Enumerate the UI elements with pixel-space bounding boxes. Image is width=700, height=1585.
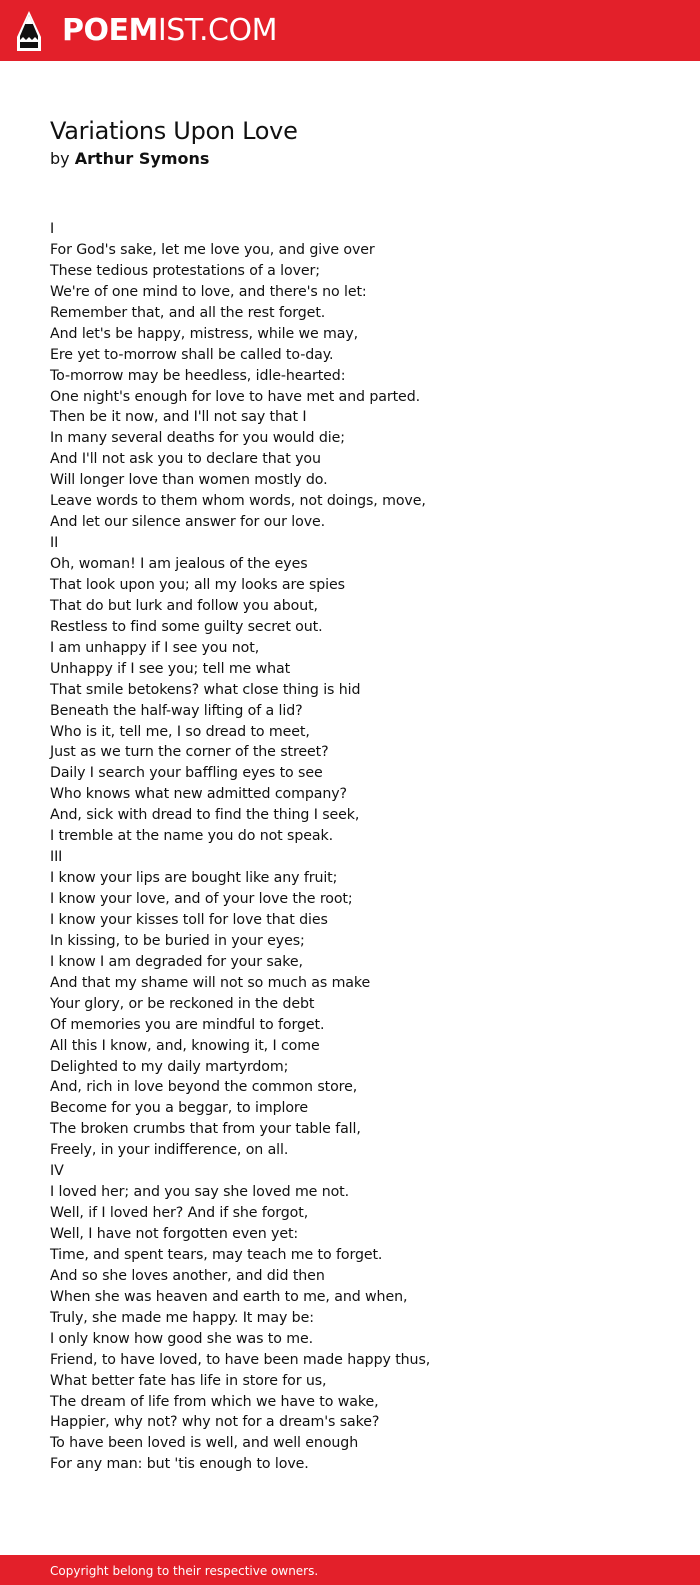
poem-line: Will longer love than women mostly do.: [50, 472, 328, 489]
site-footer: [0, 1555, 700, 1585]
poem-line: The dream of life from which we have to wake,: [50, 1393, 379, 1410]
poem-line: That smile betokens? what close thing is hid: [50, 681, 361, 698]
poem-line: Freely, in your indifference, on all.: [50, 1142, 289, 1159]
poem-line: And, sick with dread to find the thing I seek,: [50, 807, 360, 824]
poem-line: And let our silence answer for our love.: [50, 514, 326, 531]
poem-line: Leave words to them whom words, not doings, move,: [50, 493, 426, 510]
poem-line: III: [50, 849, 63, 866]
poem-line: IV: [50, 1163, 64, 1180]
copyright-text: Copyright belong to their respective owners.: [50, 1564, 319, 1578]
poem-line: Truly, she made me happy. It may be:: [50, 1309, 314, 1326]
poem-line: I only know how good she was to me.: [50, 1330, 314, 1347]
poem-line: All this I know, and, knowing it, I come: [50, 1037, 320, 1054]
logo-text-bold: POEM: [62, 13, 158, 48]
poem-line: For any man: but 'tis enough to love.: [50, 1456, 309, 1473]
poem-line: II: [50, 535, 59, 552]
poem-line: I know your lips are bought like any fruit;: [50, 870, 338, 887]
poem-line: Unhappy if I see you; tell me what: [50, 660, 291, 677]
poem-line: These tedious protestations of a lover;: [50, 262, 320, 279]
poem-line: Your glory, or be reckoned in the debt: [50, 995, 315, 1012]
poem-body: [50, 219, 670, 1475]
poem-line: For God's sake, let me love you, and give over: [50, 241, 375, 258]
poem-line: I am unhappy if I see you not,: [50, 639, 260, 656]
site-header: [0, 0, 700, 61]
pencil-logo-icon[interactable]: [16, 10, 42, 52]
by-label: by: [50, 149, 70, 168]
poem-line: Well, if I loved her? And if she forgot,: [50, 1205, 309, 1222]
poem-line: Ere yet to-morrow shall be called to-day.: [50, 346, 334, 363]
poem-line: Who knows what new admitted company?: [50, 786, 347, 803]
poem-line: And, rich in love beyond the common store,: [50, 1079, 358, 1096]
poem-line: I tremble at the name you do not speak.: [50, 828, 333, 845]
poem-title: Variations Upon Love: [50, 117, 298, 145]
poem-line: To have been loved is well, and well enough: [50, 1435, 359, 1452]
poem-line: That do but lurk and follow you about,: [50, 597, 318, 614]
poem-line: Of memories you are mindful to forget.: [50, 1016, 325, 1033]
poem-line: I know I am degraded for your sake,: [50, 953, 303, 970]
poem-line: And I'll not ask you to declare that you: [50, 451, 321, 468]
poem-byline: [50, 148, 209, 170]
poem-line: Time, and spent tears, may teach me to forget.: [50, 1246, 383, 1263]
poem-line: And so she loves another, and did then: [50, 1267, 325, 1284]
poem-line: One night's enough for love to have met and parted.: [50, 388, 421, 405]
poem-line: Friend, to have loved, to have been made happy thus,: [50, 1351, 431, 1368]
poem-line: Restless to find some guilty secret out.: [50, 618, 323, 635]
poem-line: I know your love, and of your love the root;: [50, 891, 353, 907]
poem-line: That look upon you; all my looks are spies: [50, 576, 345, 593]
poem-line: Delighted to my daily martyrdom;: [50, 1058, 289, 1075]
poem-line: We're of one mind to love, and there's no let:: [50, 283, 367, 300]
poem-line: And let's be happy, mistress, while we may,: [50, 325, 359, 342]
poem-line: To-morrow may be heedless, idle-hearted:: [50, 367, 346, 384]
poem-line: What better fate has life in store for us,: [50, 1372, 327, 1389]
poem-line: I: [50, 221, 55, 237]
poem-line: Just as we turn the corner of the street?: [50, 744, 329, 761]
poem-line: Well, I have not forgotten even yet:: [50, 1226, 299, 1242]
poem-line: In kissing, to be buried in your eyes;: [50, 932, 305, 949]
site-logo[interactable]: [62, 11, 277, 51]
poem-line: The broken crumbs that from your table fall,: [50, 1121, 361, 1138]
poem-line: And that my shame will not so much as make: [50, 974, 371, 991]
poem-line: Daily I search your baffling eyes to see: [50, 765, 323, 782]
poem-line: Become for you a beggar, to implore: [50, 1100, 308, 1117]
poem-line: Oh, woman! I am jealous of the eyes: [50, 556, 308, 572]
poem-line: Remember that, and all the rest forget.: [50, 304, 326, 321]
poem-line: Who is it, tell me, I so dread to meet,: [50, 723, 310, 740]
poem-line: When she was heaven and earth to me, and when,: [50, 1288, 408, 1305]
poem-line: I loved her; and you say she loved me not.: [50, 1184, 350, 1201]
poem-line: Beneath the half-way lifting of a lid?: [50, 702, 303, 719]
poem-line: I know your kisses toll for love that dies: [50, 911, 328, 928]
poem-line: Then be it now, and I'll not say that I: [50, 409, 307, 426]
poem-line: Happier, why not? why not for a dream's sake?: [50, 1414, 380, 1431]
poem-author[interactable]: Arthur Symons: [74, 149, 210, 168]
poem-line: In many several deaths for you would die;: [50, 430, 345, 447]
logo-text-light: IST.COM: [157, 13, 277, 48]
